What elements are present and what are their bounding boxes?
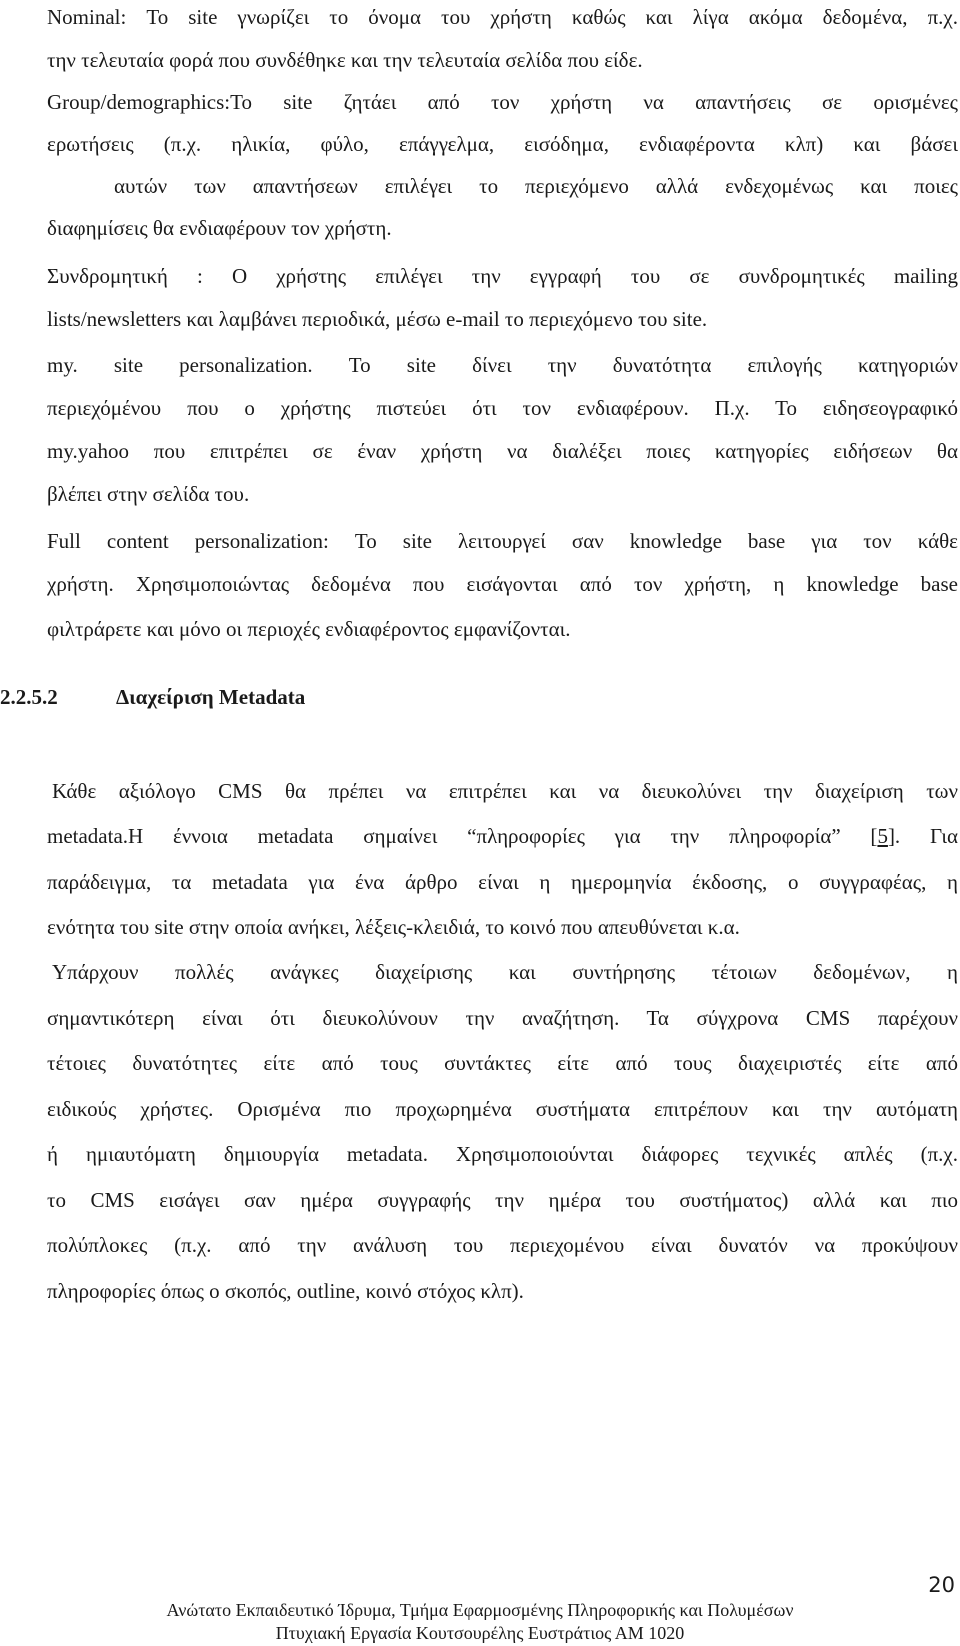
text-line: ενότητα του site στην οποία ανήκει, λέξεις-κλειδιά, το κοινό που απευθύνεται κ.α. [47, 915, 740, 939]
text-line: το CMS εισάγει σαν ημέρα συγγραφής την ημέρα του συστήματος) αλλά και πιο [47, 1188, 958, 1212]
text-line: Full content personalization: Το site λειτουργεί σαν knowledge base για τον κάθε [47, 529, 958, 553]
text-segment: metadata.Η έννοια metadata σημαίνει “πληροφορίες για την πληροφορία” [ [47, 824, 878, 848]
text-line: σημαντικότερη είναι ότι διευκολύνουν την αναζήτηση. Τα σύγχρονα CMS παρέχουν [47, 1006, 958, 1030]
text-line-with-reference [47, 823, 958, 849]
text-line: πολύπλοκες (π.χ. από την ανάλυση του περιεχομένου είναι δυνατόν να προκύψουν [47, 1233, 958, 1257]
section-number: 2.2.5.2 [0, 685, 58, 709]
text-line: lists/newsletters και λαμβάνει περιοδικά, μέσω e-mail το περιεχόμενο του site. [47, 307, 708, 331]
text-line: διαφημίσεις θα ενδιαφέρουν τον χρήστη. [47, 216, 392, 240]
reference-link[interactable]: 5 [877, 824, 888, 848]
section-title: Διαχείριση Metadata [116, 685, 306, 709]
text-line: περιεχόμένου που ο χρήστης πιστεύει ότι τον ενδιαφέρουν. Π.χ. Το ειδησεογραφικό [47, 396, 958, 420]
footer-institution: Ανώτατο Εκπαιδευτικό Ίδρυμα, Τμήμα Εφαρμοσμένης Πληροφορικής και Πολυμέσων [166, 1600, 794, 1620]
text-line: ειδικούς χρήστες. Ορισμένα πιο προχωρημένα συστήματα επιτρέπουν και την αυτόματη [47, 1097, 958, 1121]
page-number: 20 [928, 1573, 955, 1597]
text-line: αυτών των απαντήσεων επιλέγει το περιεχόμενο αλλά ενδεχομένως και ποιες [114, 174, 958, 198]
text-line: ή ημιαυτόματη δημιουργία metadata. Χρησιμοποιούνται διάφορες τεχνικές απλές (π.χ. [47, 1142, 958, 1166]
text-segment: ]. Για [887, 824, 958, 848]
text-line: την τελευταία φορά που συνδέθηκε και την τελευταία σελίδα που είδε. [47, 48, 643, 72]
text-line: Συνδρομητική : Ο χρήστης επιλέγει την εγγραφή του σε συνδρομητικές mailing [47, 264, 958, 288]
text-line: τέτοιες δυνατότητες είτε από τους συντάκτες είτε από τους διαχειριστές είτε από [47, 1051, 958, 1075]
text-line: πληροφορίες όπως ο σκοπός, outline, κοινό στόχος κλπ). [47, 1279, 524, 1303]
text-line: Group/demographics:Το site ζητάει από τον χρήστη να απαντήσεις σε ορισμένες [47, 90, 958, 114]
text-line: my. site personalization. Το site δίνει την δυνατότητα επιλογής κατηγοριών [47, 353, 958, 377]
text-line: παράδειγμα, τα metadata για ένα άρθρο είναι η ημερομηνία έκδοσης, ο συγγραφέας, η [47, 870, 958, 894]
text-line: ερωτήσεις (π.χ. ηλικία, φύλο, επάγγελμα, εισόδημα, ενδιαφέροντα κλπ) και βάσει [47, 132, 958, 156]
text-line: Nominal: Το site γνωρίζει το όνομα του χρήστη καθώς και λίγα ακόμα δεδομένα, π.χ. [47, 5, 958, 29]
text-line: φιλτράρετε και μόνο οι περιοχές ενδιαφέροντος εμφανίζονται. [47, 617, 571, 641]
text-line: βλέπει στην σελίδα του. [47, 482, 250, 506]
text-line: my.yahoo που επιτρέπει σε έναν χρήστη να διαλέξει ποιες κατηγορίες ειδήσεων θα [47, 439, 958, 463]
text-line: Υπάρχουν πολλές ανάγκες διαχείρισης και συντήρησης τέτοιων δεδομένων, η [52, 960, 958, 984]
text-line: Κάθε αξιόλογο CMS θα πρέπει να επιτρέπει και να διευκολύνει την διαχείριση των [52, 779, 958, 803]
footer-thesis-author: Πτυχιακή Εργασία Κουτσουρέλης Ευστράτιος ΑΜ 1020 [275, 1623, 685, 1643]
text-line: χρήστη. Χρησιμοποιώντας δεδομένα που εισάγονται από τον χρήστη, η knowledge base [47, 572, 958, 596]
